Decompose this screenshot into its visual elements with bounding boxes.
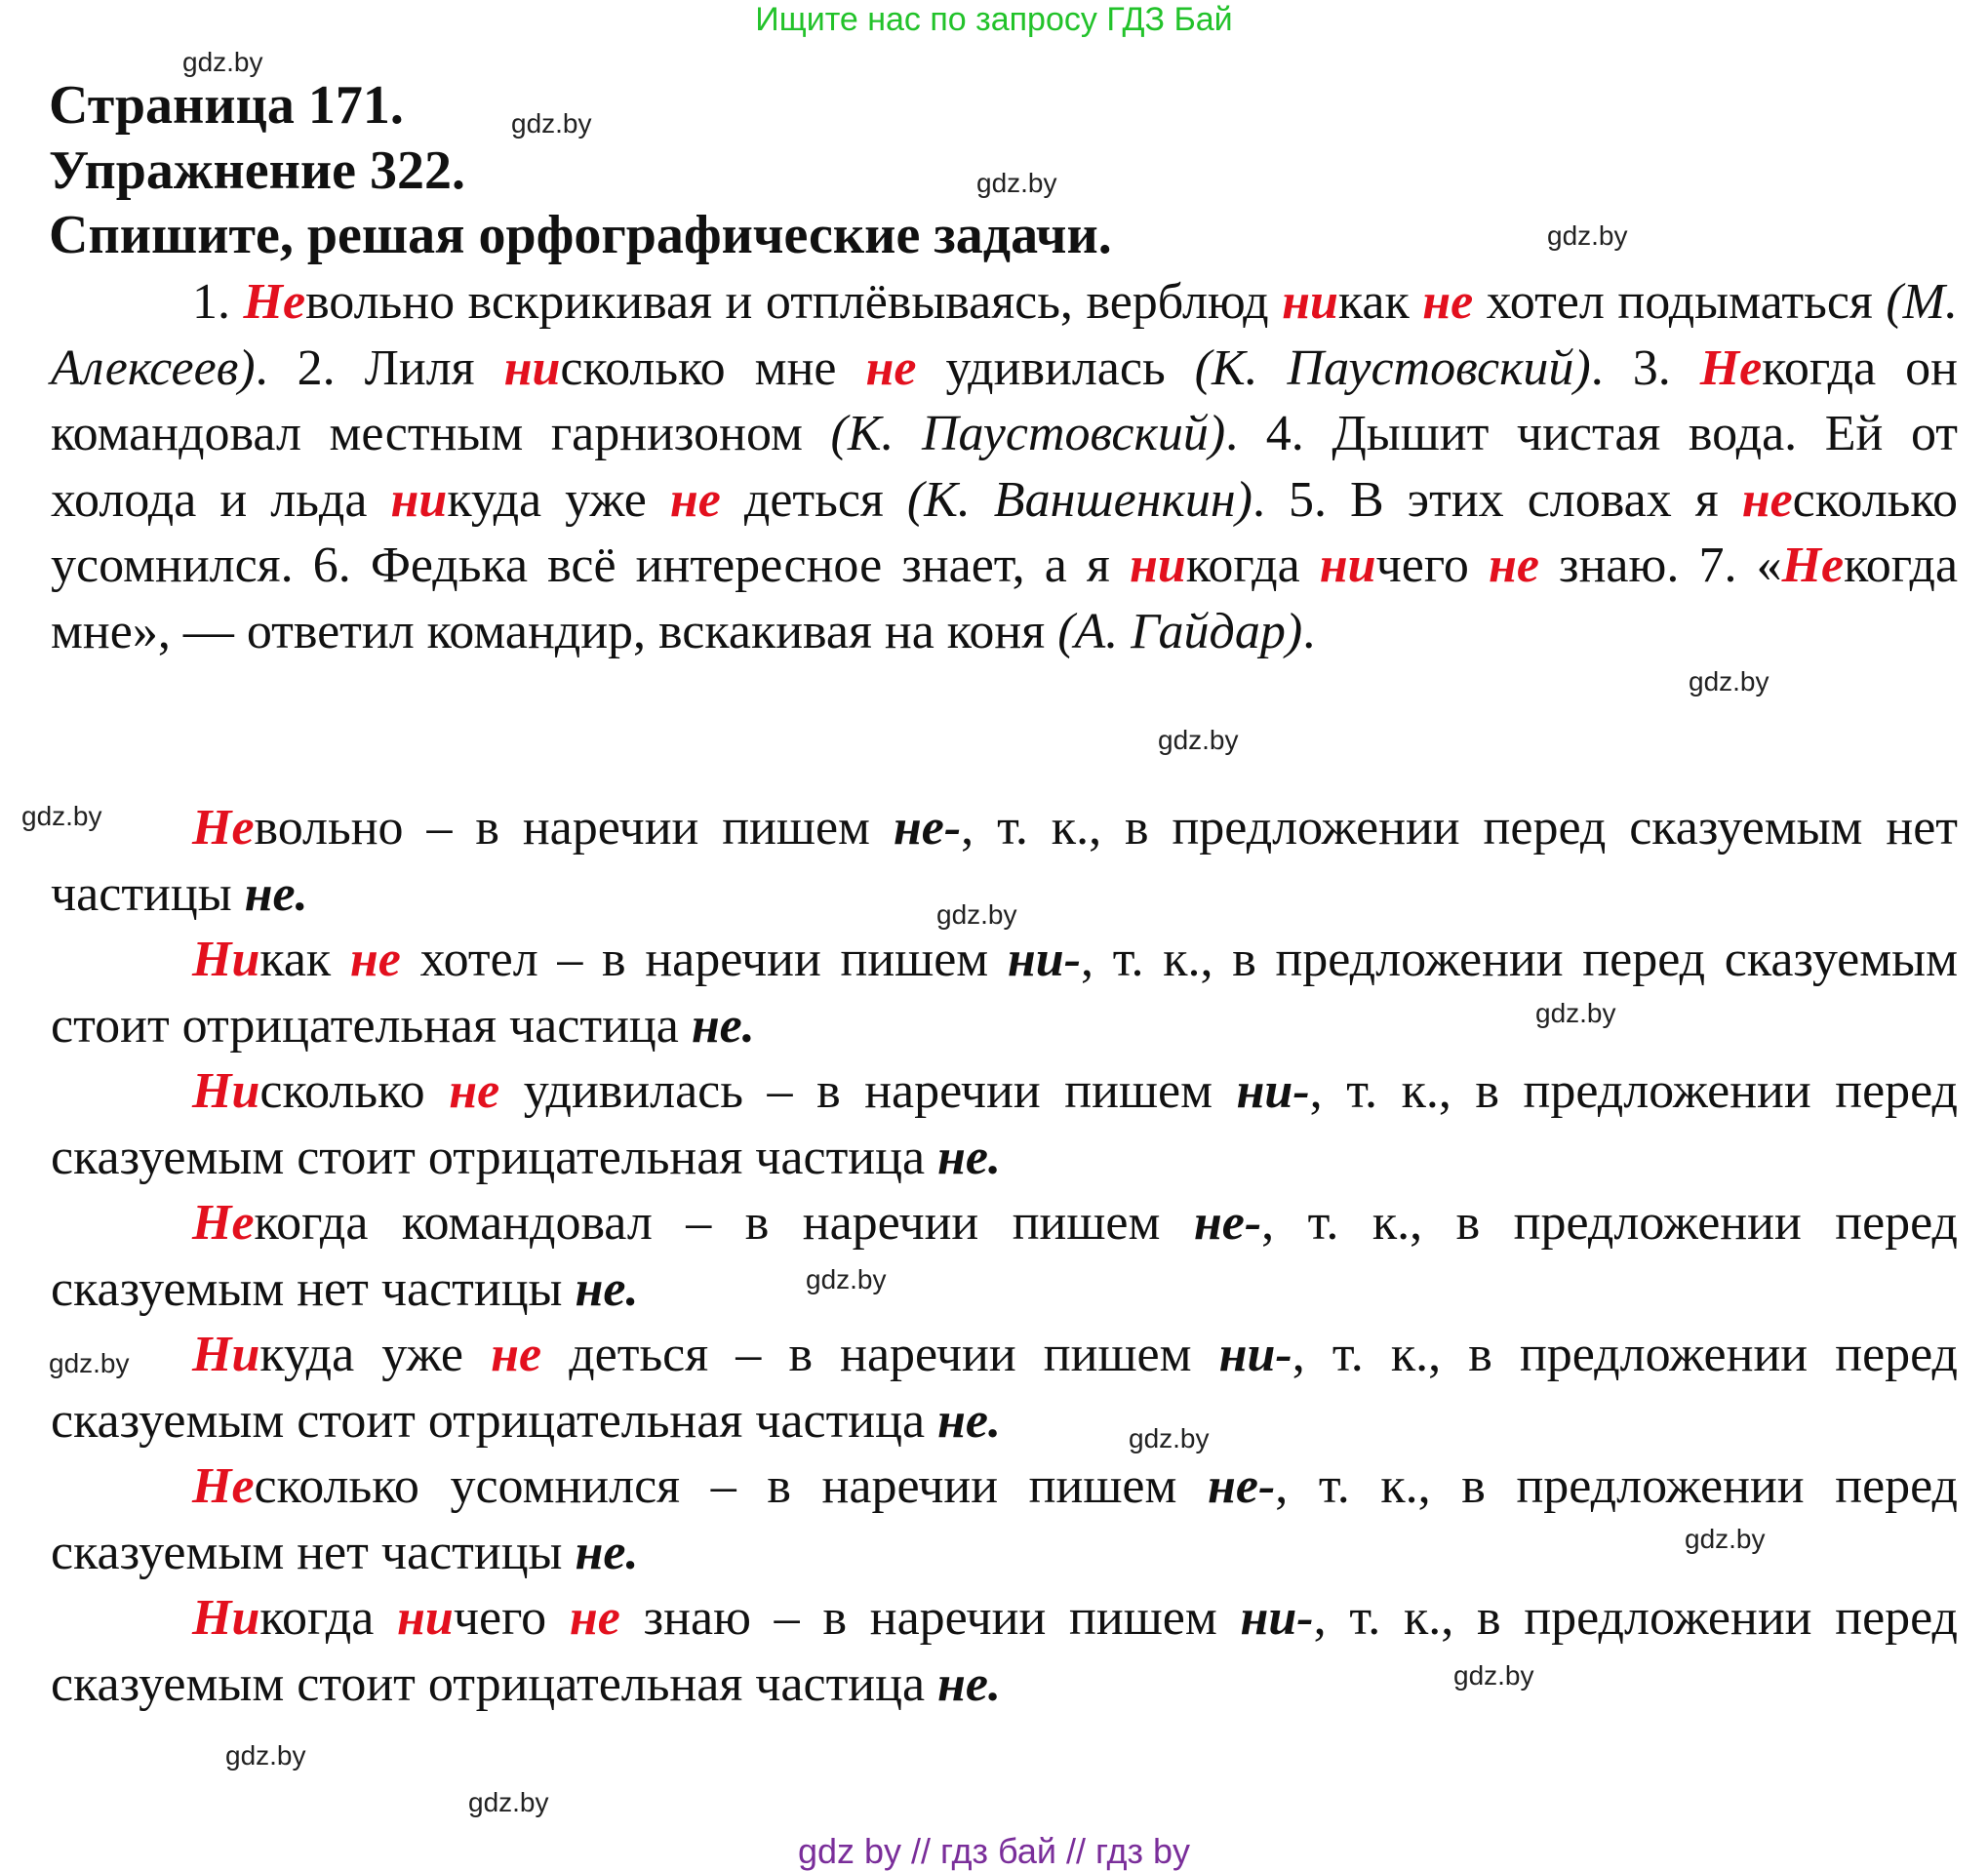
watermark: gdz.by — [1535, 998, 1616, 1028]
watermark: gdz.by — [468, 1787, 549, 1817]
footer-links[interactable]: gdz by // гдз бай // гдз by — [797, 1831, 1191, 1871]
watermark: gdz.by — [1685, 1524, 1766, 1554]
watermark: gdz.by — [225, 1740, 306, 1771]
watermark: gdz.by — [49, 1348, 130, 1378]
explanation-4: Некогда командовал – в наречии пишем не-, т. к., в предложении перед сказуемым нет частицы не. — [51, 1195, 1959, 1317]
watermark: gdz.by — [1453, 1660, 1534, 1691]
search-banner[interactable]: Ищите нас по запросу ГДЗ Бай — [755, 1, 1233, 38]
watermark: gdz.by — [976, 168, 1057, 198]
watermark: gdz.by — [511, 108, 592, 139]
watermark: gdz.by — [1547, 220, 1628, 251]
task-title: Спишите, решая орфографические задачи. — [49, 205, 1112, 265]
watermark: gdz.by — [1129, 1423, 1210, 1453]
explanation-3: Нисколько не удивилась – в наречии пишем ни-, т. к., в предложении перед сказуемым стоит отрицательная частица не. — [51, 1063, 1959, 1185]
watermark: gdz.by — [21, 801, 102, 831]
watermark: gdz.by — [182, 47, 263, 77]
watermark: gdz.by — [1689, 666, 1769, 697]
watermark: gdz.by — [1158, 725, 1239, 755]
page-title: Страница 171. — [49, 75, 404, 136]
explanation-6: Несколько усомнился – в наречии пишем не-, т. к., в предложении перед сказуемым нет частицы не. — [51, 1458, 1959, 1580]
explanations — [51, 795, 1958, 1717]
explanation-5: Никуда уже не деться – в наречии пишем ни-, т. к., в предложении перед сказуемым стоит отрицательная частица не. — [51, 1327, 1959, 1449]
exercise-text: 1. Невольно вскрикивая и отплёвываясь, верблюд никак не хотел подыматься (М. Алексеев). 2. Лиля нисколько мне не удивилась (К. Паустовский). 3. Некогда он командовал местным гарнизоном (К. Паустовский). 4. Дышит чистая вода. Ей от холода и льда никуда уже не деться (К. Ваншенкин). 5. В этих словах я несколько усомнился. 6. Федька всё интересное знает, а я никогда ничего не знаю. 7. «Некогда мне», — ответил командир, вскакивая на коня (А. Гайдар). — [51, 274, 1959, 659]
exercise-title: Упражнение 322. — [49, 140, 466, 201]
explanation-7: Никогда ничего не знаю – в наречии пишем ни-, т. к., в предложении перед сказуемым стоит отрицательная частица не. — [51, 1590, 1959, 1712]
watermark: gdz.by — [936, 899, 1017, 930]
explanation-2: Никак не хотел – в наречии пишем ни-, т. к., в предложении перед сказуемым стоит отрицательная частица не. — [51, 932, 1958, 1054]
explanation-1: Невольно – в наречии пишем не-, т. к., в предложении перед сказуемым нет частицы не. — [51, 800, 1958, 922]
watermark: gdz.by — [806, 1264, 887, 1294]
